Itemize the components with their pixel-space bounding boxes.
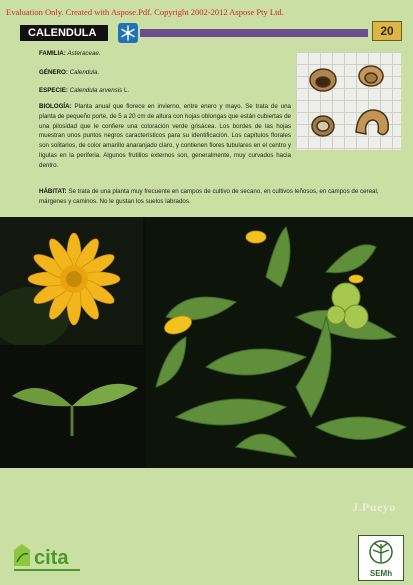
familia-value: Asteraceae. [67, 50, 101, 57]
genero-label: GÉNERO: [39, 69, 68, 76]
cita-logo [12, 540, 82, 576]
semh-wordmark: SEMh [369, 569, 393, 578]
genero-value: Calendula. [69, 69, 100, 76]
especie-label: ESPECIE: [39, 87, 68, 94]
photo-credit: J.Pueyo [352, 500, 396, 514]
evaluation-watermark: Evaluation Only. Created with Aspose.Pdf. Copyright 2002-2012 Aspose Pty Ltd. [6, 7, 284, 17]
familia-line [39, 49, 101, 59]
seeds-photo [296, 52, 401, 150]
especie-line [39, 86, 129, 96]
seedling-photo [0, 346, 143, 468]
habitat-text: Se trata de una planta muy frecuente en campos de cultivo de secano, en cultivos leñosos, en campos de cereal, márgenes y caminos. No le gustan los suelos labrados. [39, 188, 379, 205]
familia-label: FAMILIA: [39, 50, 66, 57]
page-number: 20 [372, 21, 402, 41]
especie-value: Calendula arvensis [69, 87, 123, 94]
page-title: CALENDULA [20, 25, 108, 41]
biologia-paragraph [39, 102, 291, 171]
plant-photo [146, 217, 413, 468]
especie-author: L. [122, 87, 130, 94]
semh-logo [358, 535, 404, 581]
habitat-paragraph [39, 187, 403, 207]
flower-photo [0, 217, 143, 345]
habitat-label: HÁBITAT: [39, 188, 67, 195]
cita-wordmark: cita [34, 547, 69, 569]
header-bar [140, 29, 368, 37]
genero-line [39, 68, 99, 78]
biologia-text: Planta anual que florece en invierno, entre enero y mayo. Se trata de una planta de pequeño porte, de 5 a 20 cm de altura con hojas oblongas que están cubiertas de una pilosidad que le confiere una coloración verde grisácea. Los bordes de las hojas muestran unos puntos negros característicos para su identificación. Los capítulos florales son solitarios, de color amarillo anaranjado claro, y contienen flores tubulares en el centro y lígulas en la periferia. Algunos frutillos externos son, generalmente, muy curvados hacia dentro. [39, 103, 291, 169]
snowflake-icon [118, 23, 138, 43]
biologia-label: BIOLOGÍA: [39, 103, 72, 110]
